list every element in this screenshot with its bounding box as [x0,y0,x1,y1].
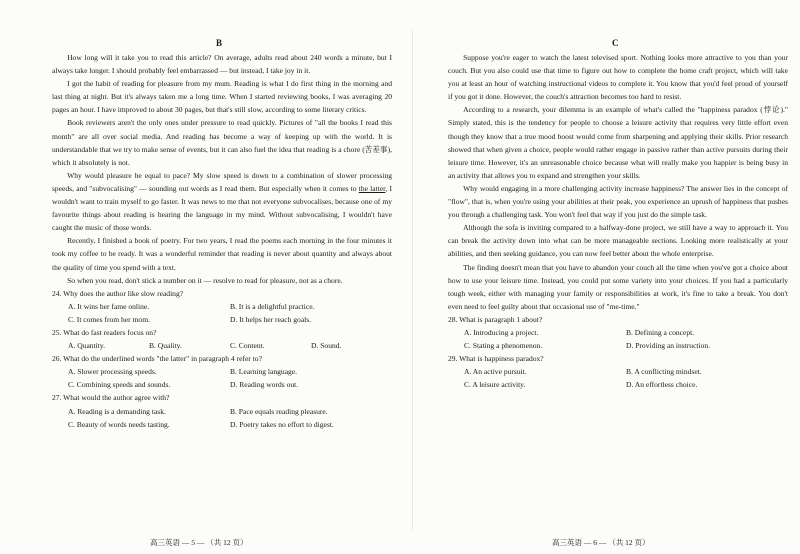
question-29-options [448,365,788,391]
passage-c-paragraph-2: According to a research, your dilemma is an example of what's called the "happiness paradox (悖论)." Simply stated, this is the tendency for people to choose a leisure activity that requires very little effort even though they know that a true mood boost would come from sharpening and applying their skills. Prior research showed that when given a choice, people would rather engage in passive rather than active pursuits during their leisure time. However, it's an unreasonable choice because what will really make you happier is being busy in an activity that allows you to expand and strengthen your skills. [448,105,788,180]
option-a: A. An active pursuit. [464,367,527,377]
option-b: B. A conflicting mindset. [626,367,702,377]
option-b: B. It is a delightful practice. [230,301,315,311]
question-27-options [52,405,392,431]
question-26-options [52,365,392,391]
question-26: 26. What do the underlined words "the latter" in paragraph 4 refer to? [52,354,262,364]
option-d: D. An effortless choice. [626,380,698,390]
passage-b [52,38,392,431]
page-footer-right: 高三英语 — 6 — （共 12 页） [552,538,650,547]
option-a: A. Slower processing speeds. [68,367,157,377]
option-c: C. Beauty of words needs tasting. [68,419,170,429]
question-29: 29. What is happiness paradox? [448,354,544,364]
passage-b-paragraph-1: How long will it take you to read this article? On average, adults read about 240 words a minute, but I always take longer. I should probably feel embarrassed — but instead, I take joy in it. [52,53,392,76]
question-24-options [52,300,392,326]
option-d: D. It helps her reach goals. [230,314,312,324]
passage-c [448,38,788,391]
option-d: D. Providing an instruction. [626,341,711,351]
question-27: 27. What would the author agree with? [52,393,170,403]
option-b: B. Quality. [149,341,182,351]
passage-c-paragraph-4: Although the sofa is inviting compared to a halfway-done project, we still have a way to approach it. You can break the activity down into what can be more manageable sections. Looking more realistically at your abilities, and then seeking guidance, you can now feel better about the whole enterprise. [448,223,788,259]
p4-text-b: , I wouldn't want to train myself to go faster. It was news to me that not everyone subvocalises, because one of my favourite things about reading is hearing the language in my mind. Without subvocalising, I wouldn't have caught the music of those words. [52,183,392,233]
option-a: A. Quantity. [68,341,106,351]
option-d: D. Reading words out. [230,380,299,390]
section-heading-b: B [216,38,223,48]
option-b: B. Defining a concept. [626,327,695,337]
question-24: 24. Why does the author like slow reading? [52,288,184,298]
option-c: C. A leisure activity. [464,380,526,390]
option-a: A. Reading is a demanding task. [68,406,166,416]
option-a: A. It wins her fame online. [68,301,150,311]
section-heading-c: C [612,38,619,48]
page-footer-left: 高三英语 — 5 — （共 12 页） [150,538,248,547]
option-c: C. Content. [230,341,265,351]
question-28: 28. What is paragraph 1 about? [448,314,543,324]
option-c: C. It comes from her mom. [68,314,150,324]
question-25-options [52,339,392,352]
option-b: B. Pace equals reading pleasure. [230,406,328,416]
passage-c-paragraph-1: Suppose you're eager to watch the latest televised sport. Nothing looks more attractive to you than your couch. But you also could use that time to figure out how to complete the home craft project, which will take you at least an hour of watching instructional videos to complete it. You know that you'd feel proud of yourself if you got it done. However, the couch's attraction becomes too hard to resist. [448,53,788,102]
option-c: C. Stating a phenomenon. [464,341,543,351]
underlined-the-latter: the latter [358,183,386,193]
passage-b-paragraph-2: I got the habit of reading for pleasure from my mum. Reading is what I do first thing in the morning and last thing at night. But it's always taken me a long time. When I started reviewing books, I was averaging 20 pages an hour. I have improved to about 30 pages, but that's still slow, according to some literary critics. [52,79,392,115]
option-a: A. Introducing a project. [464,327,539,337]
option-b: B. Learning language. [230,367,298,377]
page-divider [412,30,413,530]
p4-text-a: Why would pleasure be equal to pace? My slow speed is down to a combination of slower processing speeds, and "subvocalising" — sounding out words as I read them. But especially when it comes to [52,170,392,193]
question-25: 25. What do fast readers focus on? [52,327,157,337]
option-d: D. Poetry takes no effort to digest. [230,419,334,429]
passage-c-paragraph-3: Why would engaging in a more challenging activity increase happiness? The answer lies in the concept of "flow", that is, when you're using your abilities at their peak, you experience an uprush of happiness that pushes you through a challenging task. You won't feel that way if you just do the simple task. [448,183,788,220]
passage-b-paragraph-6: So when you read, don't stick a number on it — resolve to read for pleasure, not as a chore. [67,275,343,285]
question-28-options [448,326,788,352]
passage-b-paragraph-3: Book reviewers aren't the only ones under pressure to read quickly. Pictures of "all the books I read this month" are all over social media. And reading has become a way of keeping up with the world. It is understandable that we try to make sense of events, but it can also fuel the idea that reading is a chore (苦差事), which it absolutely is not. [52,118,392,167]
passage-b-paragraph-5: Recently, I finished a book of poetry. For two years, I read the poems each morning in the four minutes it took my coffee to be ready. It was a wonderful reminder that reading is never about quantity and always about the quality of time you spend with a text. [52,236,392,272]
option-d: D. Sound. [311,341,342,351]
option-c: C. Combining speeds and sounds. [68,380,171,390]
passage-c-paragraph-5: The finding doesn't mean that you have to abandon your couch all the time when you've got a choice about how to use your leisure time. Instead, you could put some variety into your choices. If you had a particularly tough week, either with managing your family or responsibilities at work, it's fine to take a break. You don't even need to feel guilty about that occasional use of "me-time." [448,262,788,311]
passage-b-paragraph-4 [52,169,392,234]
